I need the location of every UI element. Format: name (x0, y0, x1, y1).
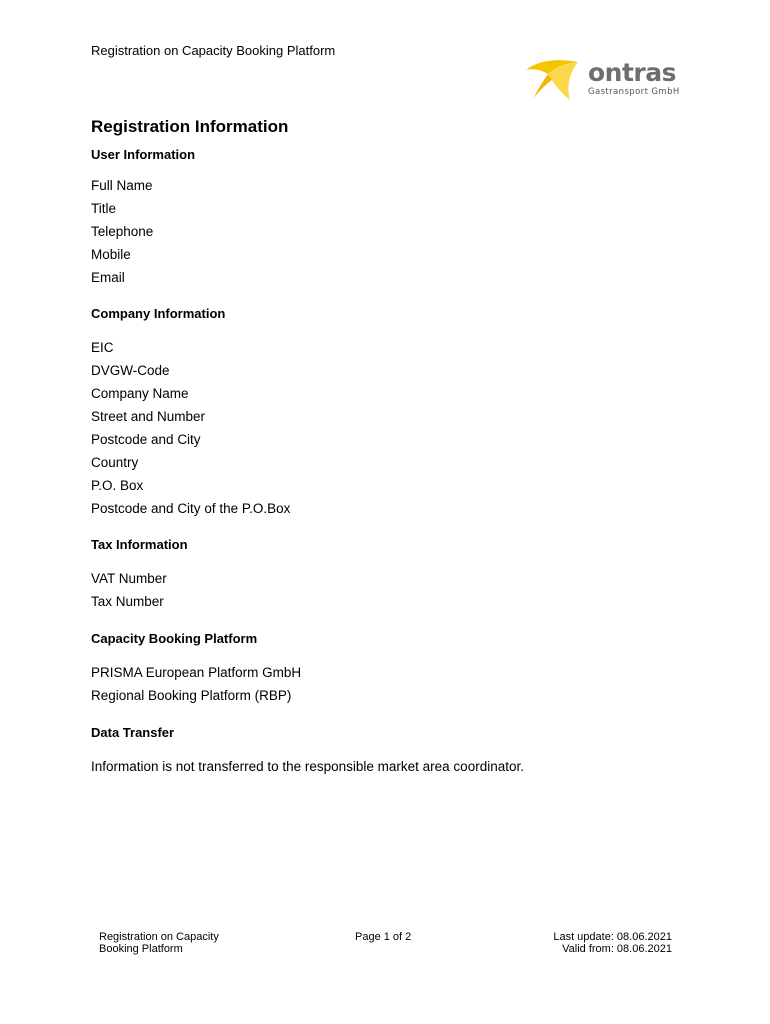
section-data-transfer (91, 724, 691, 778)
list-item: P.O. Box (91, 478, 144, 493)
ontras-logo (524, 56, 684, 104)
section-user-information (91, 146, 691, 289)
list-item: DVGW-Code (91, 363, 170, 378)
footer-text: Booking Platform (99, 943, 183, 955)
last-update: Last update: 08.06.2021 (553, 931, 672, 943)
list-item: Full Name (91, 178, 153, 193)
field-list (91, 661, 691, 707)
list-item: Company Name (91, 386, 189, 401)
list-item: Mobile (91, 247, 131, 262)
logo-subtitle: Gastransport GmbH (588, 87, 680, 97)
document-title: Registration Information (91, 117, 289, 136)
field-list (91, 755, 691, 778)
list-item: Telephone (91, 224, 154, 239)
footer-document-name (99, 931, 259, 955)
list-item: Information is not transferred to the responsible market area coordinator. (91, 759, 524, 774)
list-item: Postcode and City of the P.O.Box (91, 501, 291, 516)
section-company-information (91, 305, 691, 520)
section-heading: User Information (91, 147, 196, 162)
section-heading: Company Information (91, 306, 226, 321)
list-item: Postcode and City (91, 432, 201, 447)
section-heading: Capacity Booking Platform (91, 631, 258, 646)
section-heading: Data Transfer (91, 725, 175, 740)
section-tax-information (91, 536, 691, 613)
logo-wordmark: ontras (588, 58, 677, 87)
list-item: EIC (91, 340, 114, 355)
list-item: Email (91, 270, 125, 285)
list-item: Tax Number (91, 594, 164, 609)
list-item: Street and Number (91, 409, 206, 424)
footer-dates (553, 931, 672, 955)
field-list (91, 174, 691, 289)
section-heading: Tax Information (91, 537, 188, 552)
section-capacity-booking-platform (91, 630, 691, 707)
list-item: Title (91, 201, 117, 216)
page-number: Page 1 of 2 (355, 931, 412, 943)
valid-from: Valid from: 08.06.2021 (562, 943, 672, 955)
field-list (91, 567, 691, 613)
field-list (91, 336, 691, 520)
list-item: PRISMA European Platform GmbH (91, 665, 302, 680)
header-title: Registration on Capacity Booking Platform (91, 43, 336, 58)
list-item: Regional Booking Platform (RBP) (91, 688, 292, 703)
list-item: Country (91, 455, 139, 470)
bird-swoosh-icon (524, 56, 584, 104)
footer-text: Registration on Capacity (99, 931, 219, 943)
list-item: VAT Number (91, 571, 167, 586)
document-body (91, 116, 691, 778)
